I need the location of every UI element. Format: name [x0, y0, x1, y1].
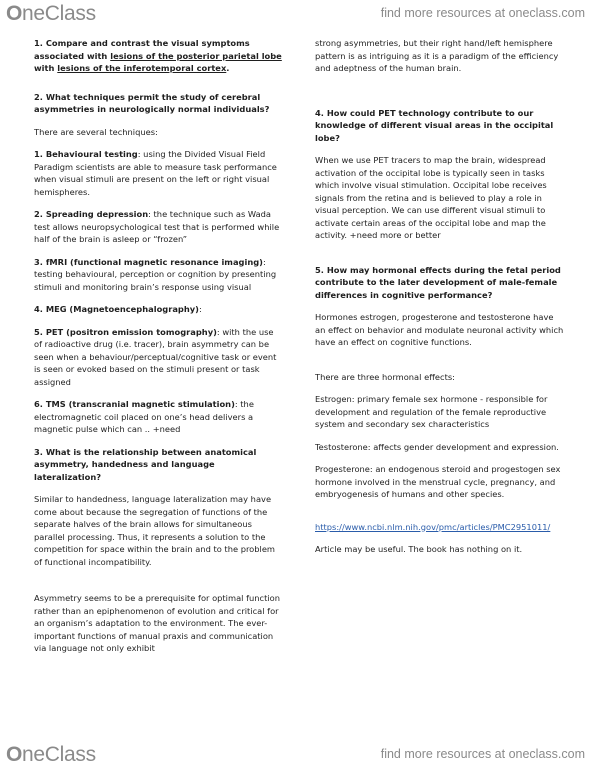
technique-3: 3. fMRI (functional magnetic resonance imaging): testing behavioural, perception or cognition by presenting stimuli and monitoring brain’s response using visual — [34, 256, 277, 292]
hormones-paragraph: Hormones estrogen, progesterone and testosterone have an effect on behavior and modulate neuronal activity which have an effect on cognitive functions. — [315, 312, 564, 347]
question-5: 5. How may hormonal effects during the fetal period contribute to the later development of male-female differences in cognitive performance? — [315, 264, 561, 300]
question-3: 3. What is the relationship between anatomical asymmetry, handedness and language lateralization? — [34, 446, 257, 482]
technique-4: 4. MEG (Magnetoencephalography): — [34, 304, 202, 314]
question-1: 1. Compare and contrast the visual symptoms associated with lesions of the posterior parietal lobe with lesions of the inferotemporal cortex. — [34, 38, 282, 73]
header-tagline[interactable]: find more resources at oneclass.com — [380, 6, 585, 20]
lesions-inferotemporal-link[interactable]: lesions of the inferotemporal cortex — [57, 63, 227, 73]
estrogen-paragraph: Estrogen: primary female sex hormone - responsible for development and regulation of the female reproductive system and secondary sex characteristics — [315, 394, 548, 429]
technique-5: 5. PET (positron emission tomography): with the use of radioactive drug (i.e. tracer), brain asymmetry can be seen when a behaviour/perceptual/cognitive task or event is seen or evoked based on the stimuli present or task assigned — [34, 326, 277, 387]
article-note: Article may be useful. The book has nothing on it. — [315, 544, 523, 554]
technique-6: 6. TMS (transcranial magnetic stimulation): the electromagnetic coil placed on one’s head delivers a magnetic pulse which can .. +need — [34, 399, 254, 434]
handedness-paragraph: Similar to handedness, language lateralization may have come about because the segregation of functions of the separate halves of the brain allows for simultaneous parallel processing. Thus, it represents a solution to the competition for space within the brain and to the problem of functional incompatibility. — [34, 494, 276, 567]
oneclass-logo: OneClass — [6, 2, 96, 25]
question-4: 4. How could PET technology contribute to our knowledge of different visual areas in the occipital lobe? — [315, 107, 554, 143]
oneclass-logo-footer: OneClass — [6, 743, 96, 766]
techniques-intro: There are several techniques: — [34, 126, 158, 137]
ncbi-article-link[interactable]: https://www.ncbi.nlm.nih.gov/pmc/articles/PMC2951011/ — [315, 521, 551, 532]
asymmetry-continued: strong asymmetries, but their right hand/left hemisphere pattern is as intriguing as it is a paradigm of the efficiency and adeptness of the human brain. — [315, 38, 559, 73]
question-2: 2. What techniques permit the study of cerebral asymmetries in neurologically normal individuals? — [34, 91, 270, 114]
technique-2: 2. Spreading depression: the technique such as Wada test allows neuropsychological test that is performed while half of the brain is asleep or “frozen” — [34, 209, 280, 244]
lesions-parietal-link[interactable]: lesions of the posterior parietal lobe — [110, 50, 282, 61]
right-column — [315, 37, 565, 566]
footer-tagline[interactable]: find more resources at oneclass.com — [380, 747, 585, 761]
left-column — [34, 37, 284, 665]
testosterone-paragraph: Testosterone: affects gender development and expression. — [315, 441, 559, 452]
technique-1: 1. Behavioural testing: using the Divided Visual Field Paradigm scientists are able to measure task performance when visual stimuli are present on the left or right visual hemispheres. — [34, 149, 277, 197]
asymmetry-paragraph: Asymmetry seems to be a prerequisite for optimal function rather than an epiphenomenon of evolution and critical for an organism’s adaptation to the environment. The ever-important functions of manual praxis and communication via language not only exhibit — [34, 593, 280, 653]
hormonal-effects-intro: There are three hormonal effects: — [315, 371, 455, 382]
pet-paragraph: When we use PET tracers to map the brain, widespread activation of the occipital lobe is typically seen in tasks which involve visual stimulation. Occipital lobe receives signals from the retina and is believed to play a role in visual perception. We can use different visual stimuli to activate certain areas of the occipital lobe and map the activity. +need more or better — [315, 155, 547, 240]
progesterone-paragraph: Progesterone: an endogenous steroid and progestogen sex hormone involved in the menstrual cycle, pregnancy, and embryogenesis of humans and other species. — [315, 464, 561, 499]
